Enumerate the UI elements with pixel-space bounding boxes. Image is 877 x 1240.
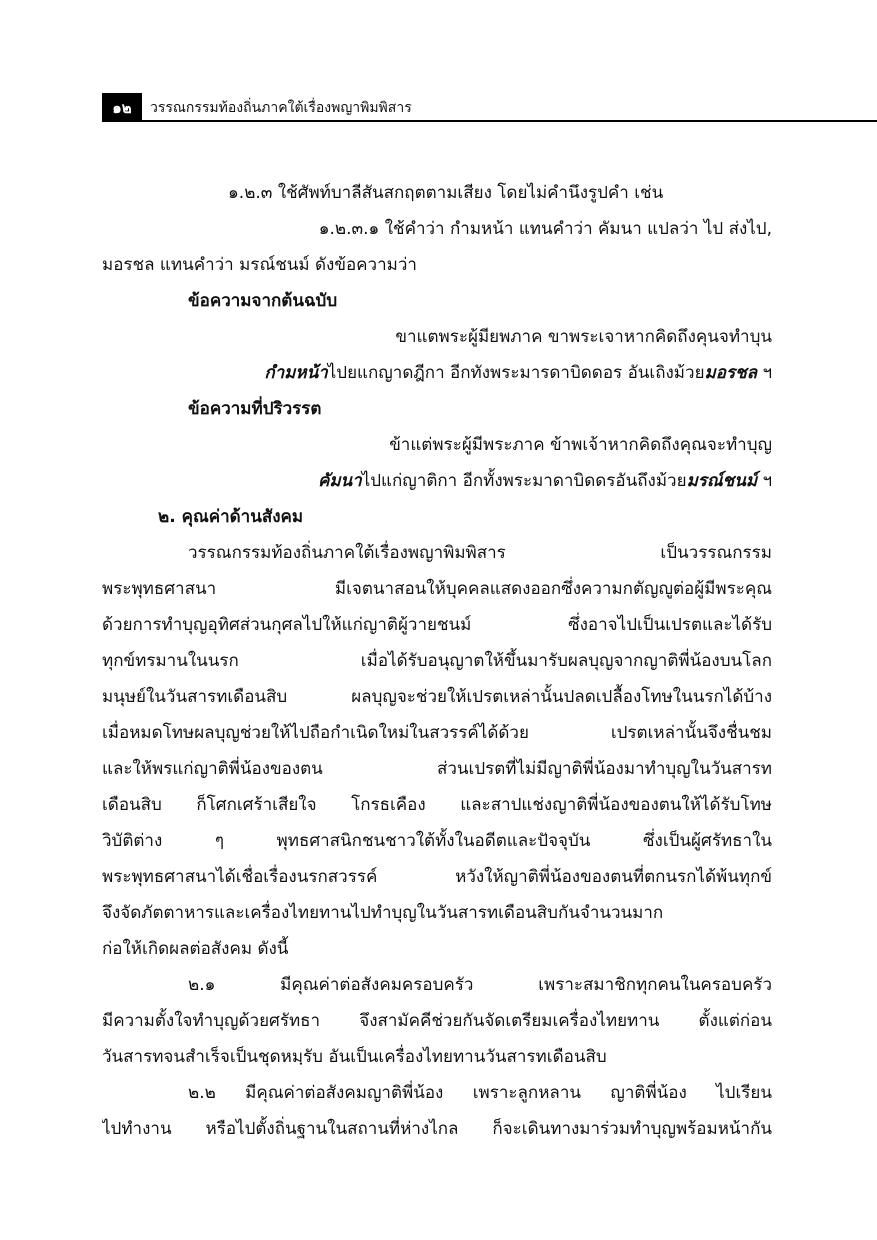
paragraph-line: วรรณกรรมท้องถิ่นภาคใต้เรื่องพญาพิมพิสาร เป็นวรรณกรรม: [188, 543, 772, 563]
page-number: ๑๒: [102, 93, 142, 122]
paragraph-line: เมื่อหมดโทษผลบุญช่วยให้ไปถือกำเนิดใหม่ในสวรรค์ได้ด้วย เปรตเหล่านั้นจึงชื่นชม: [102, 723, 772, 743]
paragraph-line: มอรชล แทนคำว่า มรณ์ชนม์ ดังข้อความว่า: [102, 255, 417, 275]
paragraph-line: และให้พรแก่ญาติพี่น้องของตน ส่วนเปรตที่ไม่มีญาติพี่น้องมาทำบุญในวันสารท: [102, 759, 772, 779]
running-title: วรรณกรรมท้องถิ่นภาคใต้เรื่องพญาพิมพิสาร: [150, 100, 412, 116]
header-rule: [142, 120, 877, 122]
paragraph-line: วันสารทจนสำเร็จเป็นชุดหมฺรับ อันเป็นเครื่องไทยทานวันสารทเดือนสิบ: [102, 1047, 607, 1067]
paragraph-line: ๒.๑ มีคุณค่าต่อสังคมครอบครัว เพราะสมาชิกทุกคนในครอบครัว: [188, 975, 772, 995]
paragraph-line: มนุษย์ในวันสารทเดือนสิบ ผลบุญจะช่วยให้เปรตเหล่านั้นปลดเปลื้องโทษในนรกได้บ้าง: [102, 687, 772, 707]
paragraph-line: ก่อให้เกิดผลต่อสังคม ดังนี้: [102, 939, 289, 959]
emphasis-word: มอรชล: [704, 363, 758, 383]
subheading-transliterated-text: ข้อความที่ปริวรรต: [188, 399, 322, 419]
paragraph-line: พระพุทธศาสนา มีเจตนาสอนให้บุคคลแสดงออกซึ่งความกตัญญูต่อผู้มีพระคุณ: [102, 579, 772, 599]
section-heading-social-value: ๒. คุณค่าด้านสังคม: [158, 507, 304, 527]
quote-line: ขาแตพระผู้มียพภาค ขาพระเจาหากคิดถึงคุนจทำบุน: [395, 327, 772, 347]
quote-text: ไปยแกญาดฎีกา อีกทังพระมารดาบิดดอร อันเถิงม้วย: [327, 363, 705, 383]
paragraph-line: ๒.๒ มีคุณค่าต่อสังคมญาติพี่น้อง เพราะลูกหลาน ญาติพี่น้อง ไปเรียน: [188, 1083, 772, 1103]
paragraph-line: ไปทำงาน หรือไปตั้งถิ่นฐานในสถานที่ห่างไกล ก็จะเดินทางมาร่วมทำบุญพร้อมหน้ากัน: [102, 1119, 772, 1139]
quote-line: [102, 465, 772, 497]
paragraph-line: ๑.๒.๓.๑ ใช้คำว่า กำมหน้า แทนคำว่า คัมนา แปลว่า ไป ส่งไป,: [318, 219, 772, 239]
quote-text: ไปแก่ญาติกา อีกทั้งพระมาดาบิดดรอันถึงม้วย: [361, 471, 687, 491]
paragraph-line: มีความตั้งใจทำบุญด้วยศรัทธา จึงสามัคคีช่วยกันจัดเตรียมเครื่องไทยทาน ตั้งแต่ก่อน: [102, 1011, 772, 1031]
emphasis-word: คัมนา: [317, 471, 362, 491]
quote-end-mark: ฯ: [757, 471, 772, 491]
paragraph-line: เดือนสิบ ก็โศกเศร้าเสียใจ โกรธเคือง และสาปแช่งญาติพี่น้องของตนให้ได้รับโทษ: [102, 795, 772, 815]
quote-line: ข้าแต่พระผู้มีพระภาค ข้าพเจ้าหากคิดถึงคุณจะทำบุญ: [389, 435, 772, 455]
quote-end-mark: ฯ: [757, 363, 772, 383]
paragraph-line: ทุกข์ทรมานในนรก เมื่อได้รับอนุญาตให้ขึ้นมารับผลบุญจากญาติพี่น้องบนโลก: [102, 651, 772, 671]
subheading-original-text: ข้อความจากต้นฉบับ: [188, 291, 338, 311]
paragraph-line: พระพุทธศาสนาได้เชื่อเรื่องนรกสวรรค์ หวังให้ญาติพี่น้องของตนที่ตกนรกได้พ้นทุกข์: [102, 867, 772, 887]
paragraph-line: ด้วยการทำบุญอุทิศส่วนกุศลไปให้แก่ญาติผู้วายชนม์ ซึ่งอาจไปเป็นเปรตและได้รับ: [102, 615, 772, 635]
section-heading-1-2-3: ๑.๒.๓ ใช้ศัพท์บาลีสันสกฤตตามเสียง โดยไม่คำนึงรูปคำ เช่น: [228, 183, 664, 203]
quote-line: [102, 357, 772, 389]
emphasis-word: มรณ์ชนม์: [686, 471, 758, 491]
paragraph-line: วิบัติต่าง ๆ พุทธศาสนิกชนชาวใต้ทั้งในอดีตและปัจจุบัน ซึ่งเป็นผู้ศรัทธาใน: [102, 831, 772, 851]
page-header: [102, 93, 877, 122]
emphasis-word: กำมหน้า: [264, 363, 328, 383]
paragraph-line: จึงจัดภัตตาหารและเครื่องไทยทานไปทำบุญในวันสารทเดือนสิบกันจำนวนมาก: [102, 903, 664, 923]
